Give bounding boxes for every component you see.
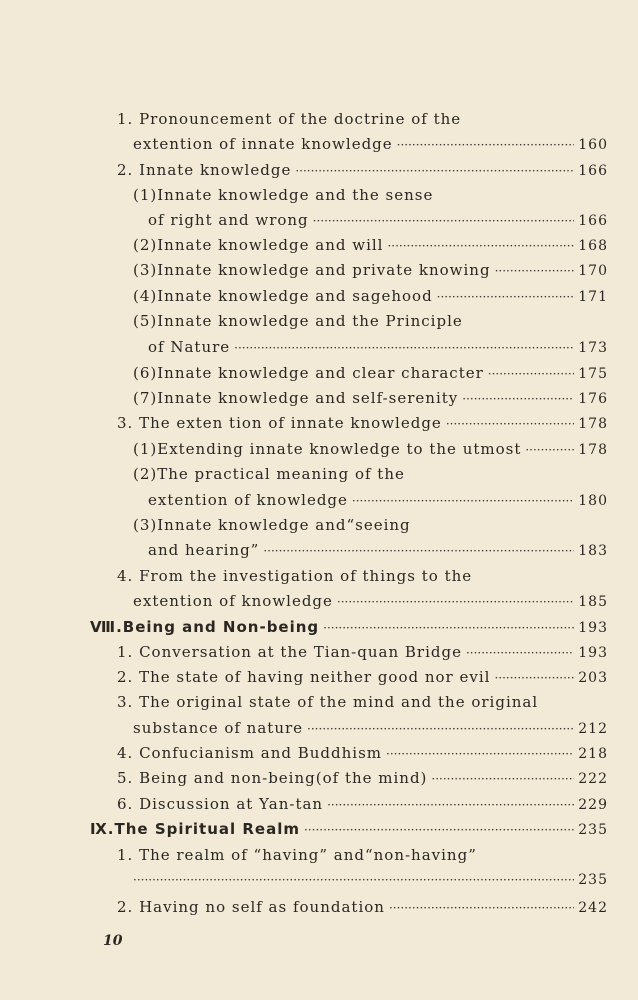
toc-entry [0,690,638,714]
toc-entry [0,158,638,182]
dot-leader [304,818,574,842]
toc-entry [0,792,638,816]
toc-entry-text: 4. Confucianism and Buddhism [117,744,382,762]
toc-entry [0,335,638,359]
toc-entry [0,107,638,131]
toc-entry-text: 2. The state of having neither good nor evil [117,668,491,686]
toc-entry-text: (2)Innate knowledge and will [133,236,384,254]
toc-entry-text: (7)Innate knowledge and self-serenity [133,389,459,407]
toc-page-number: 242 [578,900,608,916]
dot-leader [389,896,574,920]
dot-leader [263,539,574,563]
toc-entry [0,386,638,410]
toc-entry-text: (3)Innate knowledge and“seeing [133,516,411,534]
toc-entry-text: 4. From the investigation of things to the [117,567,473,585]
toc-page-number: 185 [578,594,608,610]
toc-entry-text: extention of knowledge [148,491,348,509]
toc-page-number: 166 [578,163,608,179]
toc-entry-text: (3)Innate knowledge and private knowing [133,261,491,279]
dot-leader [437,285,575,309]
toc-entry [0,665,638,689]
dot-leader [386,742,574,766]
toc-page-number: 203 [578,670,608,686]
toc-page-number: 176 [578,391,608,407]
toc-entry-text: (1)Innate knowledge and the sense [133,186,434,204]
toc-entry [0,538,638,562]
toc-entry [0,716,638,740]
dot-leader [313,209,575,233]
toc-entry-text: 1. Pronouncement of the doctrine of the [117,110,462,128]
toc-page-number: 178 [578,442,608,458]
dot-leader [133,868,574,892]
toc-entry [0,437,638,461]
toc-page-number: 173 [578,340,608,356]
toc-entry-text: (4)Innate knowledge and sagehood [133,287,433,305]
toc-entry [0,640,638,664]
toc-entry-text: and hearing” [148,541,260,559]
toc-page-number: 175 [578,366,608,382]
toc-entry [0,258,638,282]
toc-page-number: 229 [578,797,608,813]
toc-entry [0,513,638,537]
dot-leader [488,362,574,386]
toc-entry [0,284,638,308]
toc-page-number: 235 [578,822,608,838]
toc-entry-text: substance of nature [133,719,304,737]
dot-leader [495,259,575,283]
toc-entry-text: extention of innate knowledge [133,135,393,153]
toc-entry [0,208,638,232]
toc-entry [0,361,638,385]
toc-entry-text: (5)Innate knowledge and the Principle [133,312,463,330]
toc-entry-text: extention of knowledge [133,592,333,610]
dot-leader [307,717,574,741]
toc-page-number: 193 [578,645,608,661]
toc-entry [0,741,638,765]
dot-leader [327,793,574,817]
toc-entry [0,233,638,257]
toc-entry [0,488,638,512]
toc-page-number: 183 [578,543,608,559]
toc-entry [0,589,638,613]
page-number: 10 [103,933,123,949]
dot-leader [352,489,574,513]
toc-page-number: 166 [578,213,608,229]
toc-entry [0,183,638,207]
toc-page-number: 222 [578,771,608,787]
chapter-title: Ⅸ.The Spiritual Realm [90,820,300,838]
toc-entry [0,411,638,435]
dot-leader [387,234,574,258]
toc-entry-text: (6)Innate knowledge and clear character [133,364,484,382]
toc-page-number: 160 [578,137,608,153]
toc-page-number: 180 [578,493,608,509]
toc-page-number: 218 [578,746,608,762]
toc-page-number: 170 [578,263,608,279]
dot-leader [234,336,574,360]
dot-leader [466,641,574,665]
toc-entry [0,309,638,333]
toc-page-number: 193 [578,620,608,636]
toc-entry [0,462,638,486]
dot-leader [431,767,574,791]
toc-page-number: 235 [578,872,608,888]
dot-leader [337,590,574,614]
toc-entry-text: 3. The exten tion of innate knowledge [117,414,442,432]
toc-entry-text: 2. Innate knowledge [117,161,292,179]
toc-entry-text: 1. Conversation at the Tian-quan Bridge [117,643,462,661]
toc-entry-text: of Nature [148,338,231,356]
toc-entry-text: 3. The original state of the mind and the original [117,693,539,711]
toc-entry [0,132,638,156]
dot-leader [323,616,574,640]
toc-entry [0,564,638,588]
toc-page-number: 168 [578,238,608,254]
toc-entry-text: 5. Being and non-being(of the mind) [117,769,428,787]
toc-entry [0,868,638,892]
toc-entry [0,843,638,867]
toc-entry-text: 1. The realm of “having” and“non-having” [117,846,477,864]
dot-leader [462,387,574,411]
toc-page-number: 178 [578,416,608,432]
dot-leader [525,438,574,462]
chapter-heading [0,817,638,841]
toc-page-number: 212 [578,721,608,737]
toc-entry-text: 6. Discussion at Yan-tan [117,795,324,813]
toc-entry-text: of right and wrong [148,211,309,229]
chapter-heading [0,615,638,639]
dot-leader [397,133,575,157]
toc-entry-text: (2)The practical meaning of the [133,465,405,483]
dot-leader [446,412,574,436]
toc-entry [0,895,638,919]
dot-leader [494,666,574,690]
dot-leader [295,159,574,183]
toc-page-number: 171 [578,289,608,305]
chapter-title: Ⅷ.Being and Non-being [90,618,320,636]
toc-entry [0,766,638,790]
toc-entry-text: 2. Having no self as foundation [117,898,385,916]
toc-entry-text: (1)Extending innate knowledge to the utmost [133,440,522,458]
